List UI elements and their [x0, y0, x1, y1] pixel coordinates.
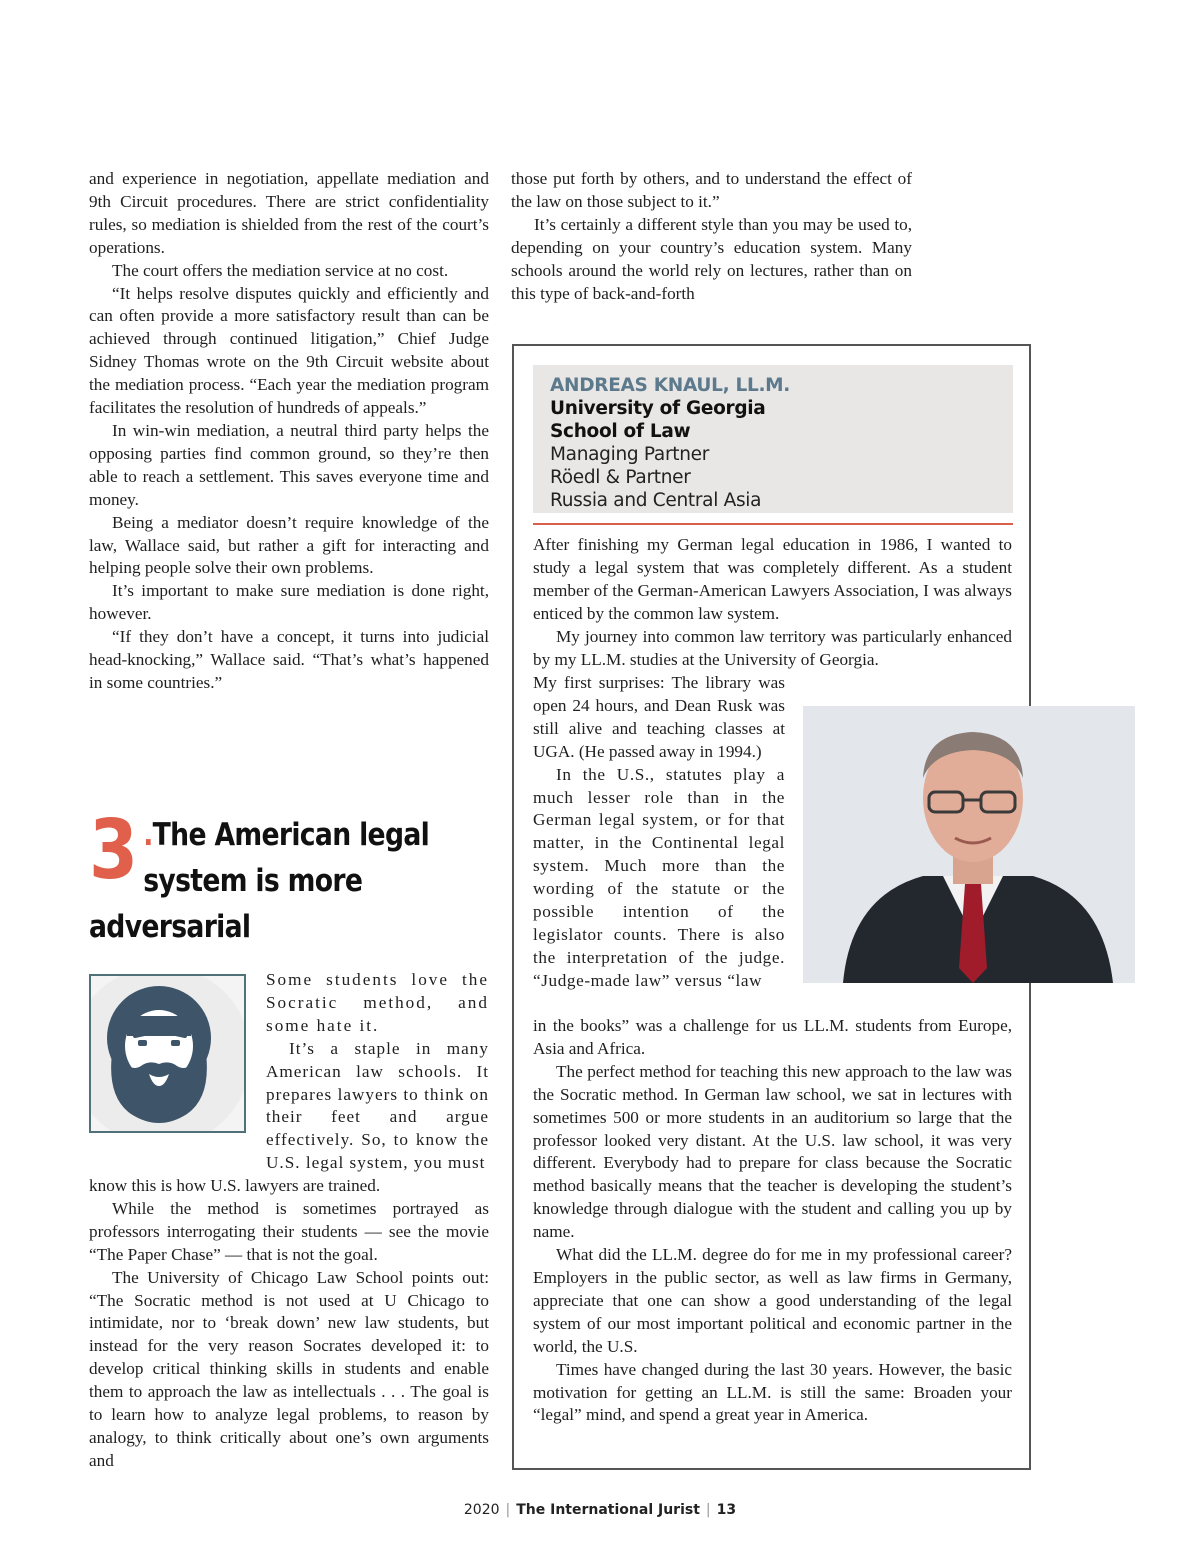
bearded-man-avatar-illustration [89, 974, 246, 1133]
portrait-photo [803, 706, 1135, 983]
paragraph: After finishing my German legal education in 1986, I wanted to study a legal system that was completely different. As a student member of the German-American Lawyers Association, I was always enticed by the common law system. [533, 535, 1012, 623]
paragraph: It’s certainly a different style than you may be used to, depending on your country’s education system. Many schools around the world rely on lectures, rather than on this type of back-and-forth [511, 214, 912, 303]
paragraph: “It helps resolve disputes quickly and efficiently and can often provide a more satisfactory result than can be achieved through continued litigation,” Chief Judge Sidney Thomas wrote on the 9th Circuit website about the mediation process. “Each year the mediation program facilitates the resolution of hundreds of appeals.” [89, 283, 489, 418]
paragraph: It’s important to make sure mediation is done right, however. [89, 581, 489, 624]
paragraph: The University of Chicago Law School points out: “The Socratic method is not used at U Chicago to intimidate, nor to ‘break down’ new law students, but instead for the very reason Socrates developed it: to develop critical thinking skills in students and enable them to approach the law as intellectuals . . . The goal is to learn how to analyze legal problems, to reason by analogy, to think critically about one’s own arguments and [89, 1267, 489, 1470]
page-footer: 2020 | The International Jurist | 13 [463, 1502, 737, 1518]
profile-school: University of Georgia [550, 398, 766, 419]
sidebar-text-wrap [533, 672, 785, 993]
paragraph: My first surprises: The library was open 24 hours, and Dean Rusk was still alive and teaching classes at UGA. (He passed away in 1994.) [533, 673, 785, 761]
profile-name: ANDREAS KNAUL, LL.M. [550, 375, 791, 396]
sidebar-text-bottom [533, 1015, 1012, 1427]
paragraph: know this is how U.S. lawyers are trained. [89, 1176, 381, 1195]
paragraph: in the books” was a challenge for us LL.M. students from Europe, Asia and Africa. [533, 1016, 1012, 1058]
footer-year: 2020 [463, 1502, 500, 1518]
section-number-dot: . [143, 817, 153, 853]
paragraph: In the U.S., statutes play a much lesser role than in the German legal system, or for that matter, in the Continental legal system. Much more than the wording of the statute or the possible intention of the legislator counts. There is also the interpretation of the judge. “Judge-made law” versus “law [533, 764, 785, 990]
section-number: 3 [89, 803, 137, 898]
avatar-icon [91, 976, 244, 1131]
paragraph: It’s a staple in many American law schools. It prepares lawyers to think on their feet and argue effectively. So, to know the U.S. legal system, you must [266, 1038, 489, 1173]
section-heading [89, 803, 450, 950]
footer-publication: The International Jurist [516, 1502, 700, 1518]
paragraph: “If they don’t have a concept, it turns into judicial head-knocking,” Wallace said. “That’s what’s happened in some countries.” [89, 627, 489, 692]
article-column-left-top [89, 168, 489, 695]
profile-region: Russia and Central Asia [550, 490, 762, 511]
paragraph: and experience in negotiation, appellate mediation and 9th Circuit procedures. There are strict confidentiality rules, so mediation is shielded from the rest of the court’s operations. [89, 169, 489, 257]
profile-role: Managing Partner [550, 444, 710, 465]
paragraph: In win-win mediation, a neutral third party helps the opposing parties find common ground, so they’re then able to reach a settlement. This saves everyone time and money. [89, 420, 489, 509]
section-title: The American legal system is more adversarial [89, 817, 430, 945]
paragraph: The court offers the mediation service at no cost. [112, 260, 449, 280]
paragraph: My journey into common law territory was particularly enhanced by my LL.M. studies at the University of Georgia. [533, 626, 1012, 669]
paragraph: What did the LL.M. degree do for me in my professional career? Employers in the public sector, as well as law firms in Germany, appreciate that one can show a good understanding of the legal system of our most important political and economic partner in the world, the U.S. [533, 1245, 1012, 1356]
sidebar-text-top [533, 534, 1012, 671]
divider [533, 523, 1013, 525]
paragraph: While the method is sometimes portrayed as professors interrogating their students — see the movie “The Paper Chase” — that is not the goal. [89, 1198, 489, 1264]
profile-header [533, 365, 1013, 513]
paragraph: The perfect method for teaching this new approach to the law was the Socratic method. In German law school, we sat in lectures with sometimes 500 or more students in an auditorium so large that the professor looked very distant. At the U.S. law school, it was very different. Everybody had to prepare for class because the Socratic method basically means that the teacher is developing the student’s knowledge through dialogue with the student and calling you up by name. [533, 1061, 1012, 1242]
profile-school: School of Law [550, 421, 691, 442]
man-portrait-icon [803, 706, 1135, 983]
paragraph: Being a mediator doesn’t require knowledge of the law, Wallace said, but rather a gift for interacting and helping people solve their own problems. [89, 512, 489, 578]
article-column-left-bottom [89, 1175, 489, 1473]
article-column-left-wrap [266, 969, 489, 1175]
article-column-middle-top [511, 168, 912, 305]
profile-firm: Röedl & Partner [550, 467, 691, 488]
paragraph: those put forth by others, and to understand the effect of the law on those subject to it.” [511, 169, 912, 211]
page-number: 13 [716, 1502, 737, 1518]
paragraph: Some students love the Socratic method, and some hate it. [266, 970, 489, 1035]
paragraph: Times have changed during the last 30 years. However, the basic motivation for getting an LL.M. is still the same: Broaden your “legal” mind, and spend a great year in America. [533, 1359, 1012, 1425]
